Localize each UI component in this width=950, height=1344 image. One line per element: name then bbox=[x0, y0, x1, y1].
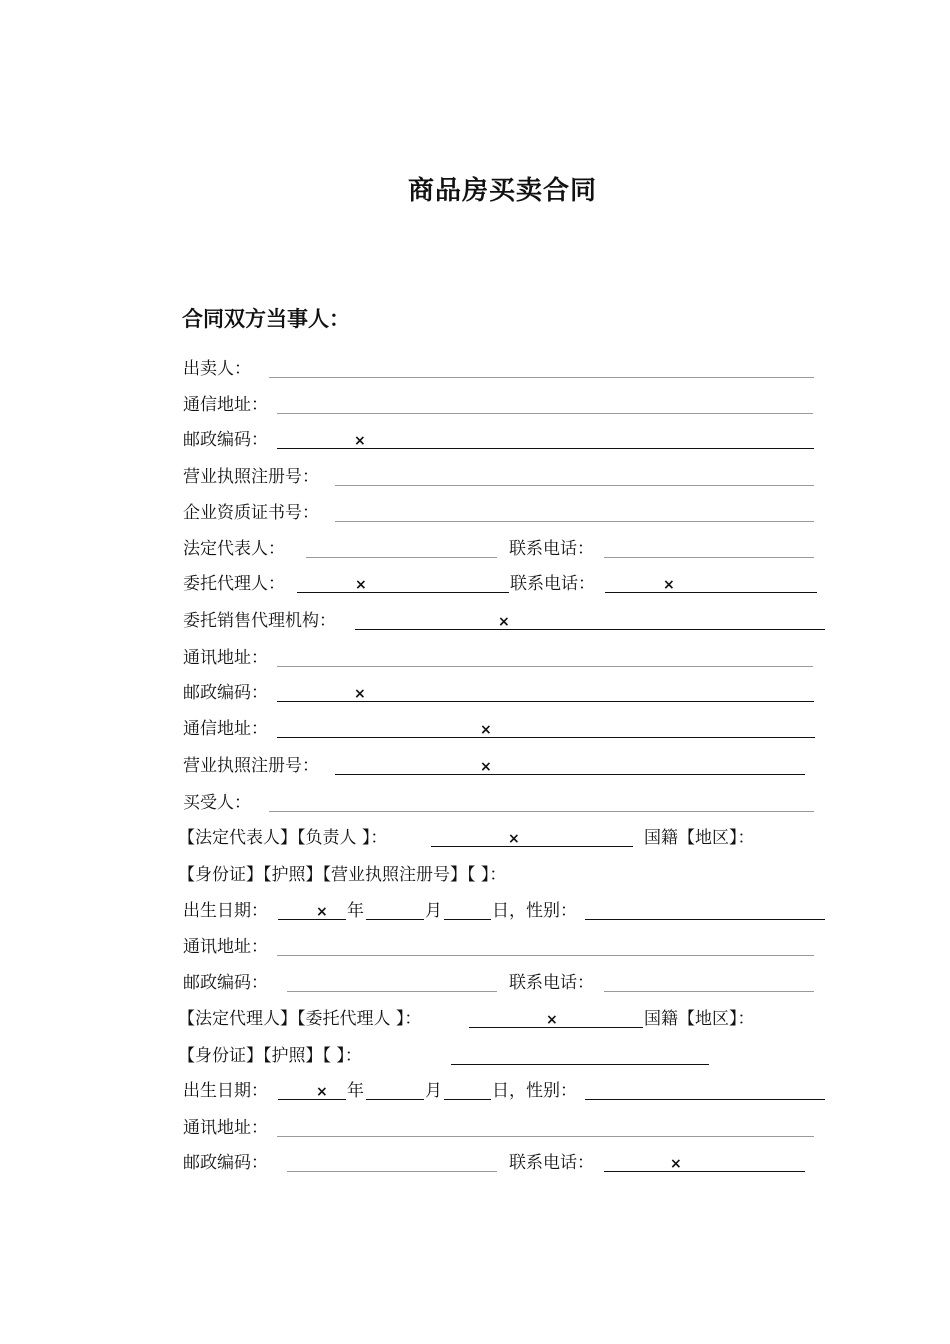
year-label-2: 年 bbox=[347, 1081, 364, 1101]
birth-year-field-1[interactable] bbox=[278, 919, 346, 920]
cross-mark: × bbox=[498, 614, 510, 630]
id-types-label-2: 【身份证】【护照】【 】： bbox=[178, 1046, 362, 1066]
birth-day-field-2[interactable] bbox=[444, 1099, 491, 1100]
mail-address-field-1[interactable] bbox=[277, 413, 813, 414]
postcode-label-4: 邮政编码： bbox=[183, 1153, 268, 1173]
legal-rep-bracket-label: 【法定代表人】【负责人 】： bbox=[178, 828, 388, 848]
gender-field-1[interactable] bbox=[585, 919, 825, 920]
cross-mark: × bbox=[316, 904, 328, 920]
postcode-label-2: 邮政编码： bbox=[183, 683, 268, 703]
postcode-label-1: 邮政编码： bbox=[183, 430, 268, 450]
mail-address-label-1: 通信地址： bbox=[183, 395, 268, 415]
cross-mark: × bbox=[480, 722, 492, 738]
comm-address-field-1[interactable] bbox=[277, 666, 813, 667]
month-label-2: 月 bbox=[425, 1081, 442, 1101]
phone-field-1[interactable] bbox=[604, 557, 814, 558]
phone-field-4[interactable] bbox=[604, 1171, 805, 1172]
license-field-1[interactable] bbox=[335, 485, 814, 486]
cross-mark: × bbox=[670, 1156, 682, 1172]
birth-label-2: 出生日期： bbox=[183, 1081, 268, 1101]
section-heading: 合同双方当事人： bbox=[182, 307, 350, 331]
comm-address-field-2[interactable] bbox=[277, 955, 814, 956]
comm-address-label-1: 通讯地址： bbox=[183, 648, 268, 668]
birth-year-field-2[interactable] bbox=[278, 1099, 346, 1100]
cross-mark: × bbox=[480, 759, 492, 775]
cross-mark: × bbox=[663, 577, 675, 593]
buyer-label: 买受人： bbox=[183, 793, 251, 813]
phone-label-1: 联系电话： bbox=[509, 539, 594, 559]
phone-label-2: 联系电话： bbox=[510, 574, 595, 594]
buyer-field[interactable] bbox=[269, 811, 814, 812]
nationality-label-2: 国籍【地区】： bbox=[644, 1009, 755, 1029]
qualification-label: 企业资质证书号： bbox=[183, 503, 319, 523]
year-label-1: 年 bbox=[347, 901, 364, 921]
cross-mark: × bbox=[508, 831, 520, 847]
agent-field-1[interactable] bbox=[297, 592, 509, 593]
comm-address-field-3[interactable] bbox=[277, 1136, 814, 1137]
cross-mark: × bbox=[316, 1084, 328, 1100]
postcode-label-3: 邮政编码： bbox=[183, 973, 268, 993]
phone-label-4: 联系电话： bbox=[509, 1153, 594, 1173]
birth-day-field-1[interactable] bbox=[444, 919, 491, 920]
birth-label-1: 出生日期： bbox=[183, 901, 268, 921]
seller-field[interactable] bbox=[269, 377, 814, 378]
qualification-field[interactable] bbox=[335, 521, 814, 522]
phone-field-3[interactable] bbox=[604, 991, 814, 992]
month-label-1: 月 bbox=[425, 901, 442, 921]
mail-address-field-2[interactable] bbox=[277, 737, 815, 738]
id-number-field-2[interactable] bbox=[451, 1064, 709, 1065]
comm-address-label-2: 通讯地址： bbox=[183, 937, 268, 957]
day-gender-label-1: 日，性别： bbox=[492, 901, 577, 921]
day-gender-label-2: 日，性别： bbox=[492, 1081, 577, 1101]
legal-rep-field-2[interactable] bbox=[431, 846, 633, 847]
gender-field-2[interactable] bbox=[585, 1099, 825, 1100]
agent-bracket-label: 【法定代理人】【委托代理人 】： bbox=[178, 1009, 422, 1029]
cross-mark: × bbox=[354, 433, 366, 449]
seller-label: 出卖人： bbox=[183, 359, 251, 379]
phone-field-2[interactable] bbox=[605, 592, 817, 593]
sales-agency-field[interactable] bbox=[355, 629, 825, 630]
document-title: 商品房买卖合同 bbox=[407, 176, 597, 206]
birth-month-field-2[interactable] bbox=[366, 1099, 424, 1100]
comm-address-label-3: 通讯地址： bbox=[183, 1118, 268, 1138]
birth-month-field-1[interactable] bbox=[366, 919, 424, 920]
cross-mark: × bbox=[354, 686, 366, 702]
nationality-label-1: 国籍【地区】： bbox=[644, 828, 755, 848]
license-label-1: 营业执照注册号： bbox=[183, 467, 319, 487]
mail-address-label-2: 通信地址： bbox=[183, 719, 268, 739]
postcode-field-4[interactable] bbox=[287, 1171, 497, 1172]
postcode-field-3[interactable] bbox=[287, 991, 497, 992]
legal-rep-label-1: 法定代表人： bbox=[183, 539, 285, 559]
license-label-2: 营业执照注册号： bbox=[183, 756, 319, 776]
license-field-2[interactable] bbox=[335, 774, 805, 775]
legal-rep-field-1[interactable] bbox=[306, 557, 497, 558]
sales-agency-label: 委托销售代理机构： bbox=[183, 611, 336, 631]
phone-label-3: 联系电话： bbox=[509, 973, 594, 993]
cross-mark: × bbox=[355, 577, 367, 593]
cross-mark: × bbox=[546, 1012, 558, 1028]
agent-label-1: 委托代理人： bbox=[183, 574, 285, 594]
id-types-label-1: 【身份证】【护照】【营业执照注册号】【 】： bbox=[178, 865, 507, 885]
